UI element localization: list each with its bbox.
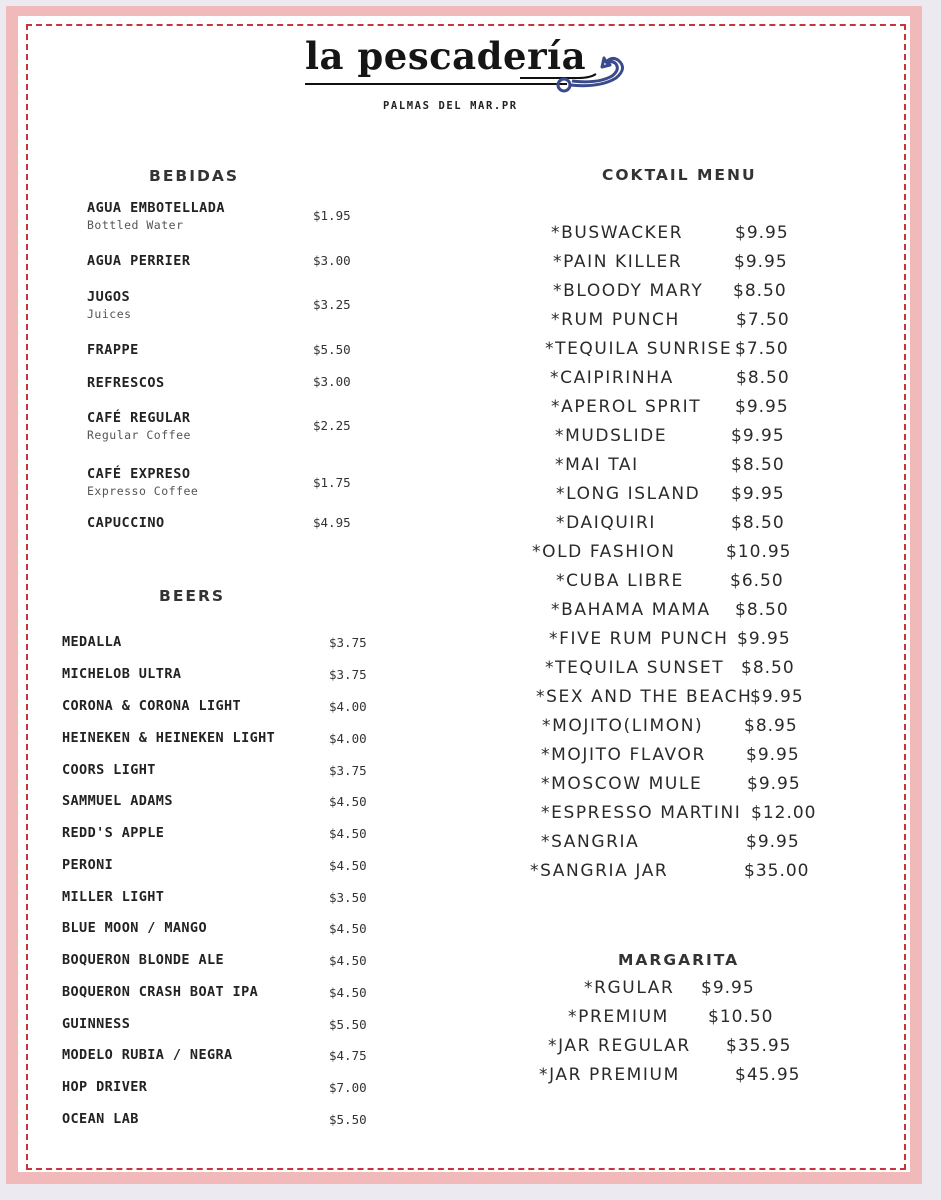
cocktail-price: $9.95: [735, 397, 789, 417]
margarita-name: *PREMIUM: [568, 1007, 669, 1027]
cocktail-name: *BLOODY MARY: [553, 281, 704, 301]
drink-price: $4.95: [313, 515, 351, 530]
drink-price: $2.25: [313, 418, 351, 433]
cocktail-name: *MAI TAI: [555, 455, 639, 475]
list-item: [87, 515, 165, 531]
drink-price: $3.00: [313, 374, 351, 389]
cocktail-price: $35.00: [744, 861, 810, 881]
cocktail-price: $8.50: [741, 658, 795, 678]
cocktail-name: *PAIN KILLER: [553, 252, 683, 272]
beer-name: BOQUERON CRASH BOAT IPA: [62, 984, 259, 1000]
margarita-price: $10.50: [708, 1007, 774, 1027]
drink-translation: Juices: [87, 307, 132, 321]
cocktail-price: $8.50: [735, 600, 789, 620]
cocktail-name: *LONG ISLAND: [556, 484, 701, 504]
cocktail-price: $10.95: [726, 542, 792, 562]
cocktail-price: $9.95: [731, 484, 785, 504]
margarita-name: *JAR REGULAR: [548, 1036, 691, 1056]
cocktail-heading: COKTAIL MENU: [602, 166, 757, 184]
cocktail-price: $9.95: [750, 687, 804, 707]
beer-price: $4.50: [329, 921, 367, 936]
margarita-price: $35.95: [726, 1036, 792, 1056]
beer-price: $4.75: [329, 1048, 367, 1063]
cocktail-name: *SANGRIA: [541, 832, 640, 852]
list-item: [87, 466, 198, 498]
cocktail-name: *APEROL SPRIT: [551, 397, 702, 417]
beer-name: MILLER LIGHT: [62, 889, 165, 905]
cocktail-name: *SANGRIA JAR: [530, 861, 669, 881]
drink-name: FRAPPE: [87, 342, 139, 358]
beer-name: CORONA & CORONA LIGHT: [62, 698, 242, 714]
drink-name: AGUA PERRIER: [87, 253, 191, 269]
cocktail-name: *BAHAMA MAMA: [551, 600, 711, 620]
cocktail-name: *FIVE RUM PUNCH: [549, 629, 729, 649]
drink-price: $1.75: [313, 475, 351, 490]
cocktail-name: *TEQUILA SUNSET: [545, 658, 725, 678]
cocktail-name: *MOJITO FLAVOR: [541, 745, 706, 765]
cocktail-price: $7.50: [735, 339, 789, 359]
beer-name: HOP DRIVER: [62, 1079, 148, 1095]
cocktail-name: *ESPRESSO MARTINI: [541, 803, 742, 823]
margarita-name: *RGULAR: [584, 978, 675, 998]
drink-name: JUGOS: [87, 289, 131, 305]
cocktail-name: *SEX AND THE BEACH: [536, 687, 753, 707]
beer-price: $4.50: [329, 826, 367, 841]
logo-subtitle: PALMAS DEL MAR.PR: [383, 100, 518, 112]
cocktail-name: *MUDSLIDE: [555, 426, 668, 446]
drink-translation: Expresso Coffee: [87, 484, 199, 498]
list-item: [87, 200, 225, 232]
list-item: [87, 253, 191, 269]
cocktail-price: $9.95: [734, 252, 788, 272]
beer-name: BOQUERON BLONDE ALE: [62, 952, 225, 968]
drink-name: CAFÉ REGULAR: [87, 410, 191, 426]
margarita-heading: MARGARITA: [618, 951, 740, 969]
beer-price: $7.00: [329, 1080, 367, 1095]
beer-name: OCEAN LAB: [62, 1111, 139, 1127]
cocktail-name: *OLD FASHION: [532, 542, 676, 562]
drink-price: $3.00: [313, 253, 351, 268]
cocktail-name: *MOSCOW MULE: [541, 774, 703, 794]
cocktail-name: *DAIQUIRI: [556, 513, 656, 533]
drink-price: $3.25: [313, 297, 351, 312]
beer-name: MICHELOB ULTRA: [62, 666, 182, 682]
cocktail-price: $9.95: [737, 629, 791, 649]
cocktail-price: $9.95: [747, 774, 801, 794]
drink-price: $1.95: [313, 208, 351, 223]
cocktail-price: $8.50: [733, 281, 787, 301]
beer-price: $3.75: [329, 667, 367, 682]
drink-name: CAPUCCINO: [87, 515, 165, 531]
margarita-name: *JAR PREMIUM: [539, 1065, 680, 1085]
beer-name: PERONI: [62, 857, 114, 873]
cocktail-name: *RUM PUNCH: [551, 310, 680, 330]
beer-price: $4.50: [329, 858, 367, 873]
cocktail-name: *CAIPIRINHA: [550, 368, 674, 388]
beer-price: $4.00: [329, 731, 367, 746]
margarita-price: $9.95: [701, 978, 755, 998]
beer-price: $5.50: [329, 1017, 367, 1032]
cocktail-price: $6.50: [730, 571, 784, 591]
cocktail-price: $8.95: [744, 716, 798, 736]
beer-price: $3.50: [329, 890, 367, 905]
cocktail-name: *TEQUILA SUNRISE: [545, 339, 733, 359]
beer-name: MEDALLA: [62, 634, 122, 650]
cocktail-price: $9.95: [746, 745, 800, 765]
cocktail-price: $9.95: [735, 223, 789, 243]
cocktail-price: $8.50: [731, 513, 785, 533]
list-item: [87, 342, 139, 358]
drink-name: AGUA EMBOTELLADA: [87, 200, 226, 216]
drink-price: $5.50: [313, 342, 351, 357]
beer-name: REDD'S APPLE: [62, 825, 165, 841]
beer-price: $4.50: [329, 985, 367, 1000]
beer-name: HEINEKEN & HEINEKEN LIGHT: [62, 730, 276, 746]
beer-name: MODELO RUBIA / NEGRA: [62, 1047, 233, 1063]
cocktail-price: $9.95: [731, 426, 785, 446]
beer-name: SAMMUEL ADAMS: [62, 793, 173, 809]
cocktail-price: $8.50: [731, 455, 785, 475]
cocktail-name: *BUSWACKER: [551, 223, 684, 243]
drink-translation: Regular Coffee: [87, 428, 191, 442]
beer-price: $3.75: [329, 763, 367, 778]
bebidas-heading: BEBIDAS: [149, 167, 240, 185]
cocktail-price: $7.50: [736, 310, 790, 330]
fish-hook-icon: [520, 48, 630, 98]
drink-name: CAFÉ EXPRESO: [87, 466, 191, 482]
beer-price: $4.50: [329, 953, 367, 968]
beer-name: BLUE MOON / MANGO: [62, 920, 207, 936]
cocktail-name: *CUBA LIBRE: [556, 571, 684, 591]
cocktail-price: $9.95: [746, 832, 800, 852]
list-item: [87, 375, 165, 391]
drink-translation: Bottled Water: [87, 218, 184, 232]
list-item: [87, 410, 191, 442]
drink-name: REFRESCOS: [87, 375, 165, 391]
logo-title: la pescadería: [305, 34, 587, 78]
beer-price: $3.75: [329, 635, 367, 650]
beer-price: $5.50: [329, 1112, 367, 1127]
beer-price: $4.00: [329, 699, 367, 714]
cocktail-name: *MOJITO(LIMON): [542, 716, 704, 736]
list-item: [87, 289, 132, 321]
cocktail-price: $12.00: [751, 803, 817, 823]
cocktail-price: $8.50: [736, 368, 790, 388]
beer-name: COORS LIGHT: [62, 762, 156, 778]
beers-heading: BEERS: [159, 587, 226, 605]
margarita-price: $45.95: [735, 1065, 801, 1085]
beer-name: GUINNESS: [62, 1016, 131, 1032]
beer-price: $4.50: [329, 794, 367, 809]
